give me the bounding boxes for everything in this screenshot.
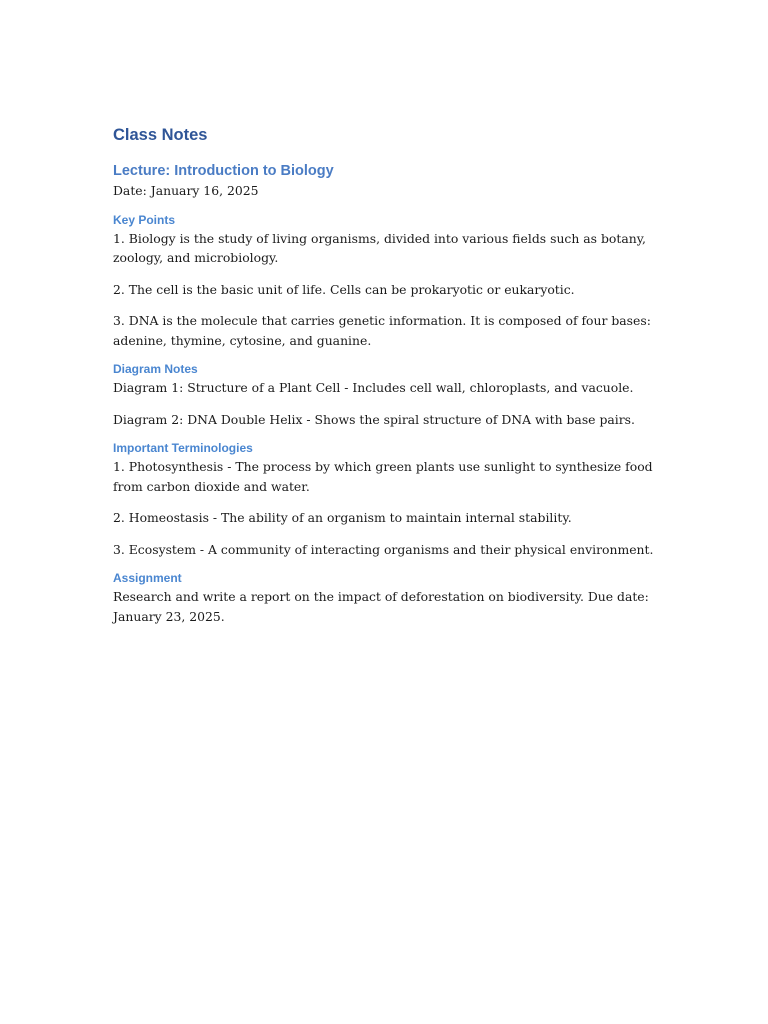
document-title: Class Notes (113, 126, 208, 144)
section-heading-diagram-notes: Diagram Notes (113, 362, 198, 376)
diagram-note-1: Diagram 1: Structure of a Plant Cell - Includes cell wall, chloroplasts, and vacuole. (113, 380, 634, 395)
lecture-title: Lecture: Introduction to Biology (113, 163, 334, 179)
terminology-2: 2. Homeostasis - The ability of an organism to maintain internal stability. (113, 510, 572, 525)
document-content (113, 124, 658, 626)
key-point-3: 3. DNA is the molecule that carries genetic information. It is composed of four bases: adenine, thymine, cytosine, and guanine. (113, 313, 651, 348)
key-point-1: 1. Biology is the study of living organisms, divided into various fields such as botany, zoology, and microbiology. (113, 230, 646, 265)
terminology-3: 3. Ecosystem - A community of interacting organisms and their physical environment. (113, 541, 654, 557)
section-heading-terminologies: Important Terminologies (113, 441, 253, 455)
diagram-note-2: Diagram 2: DNA Double Helix - Shows the spiral structure of DNA with base pairs. (113, 411, 635, 427)
terminology-1: 1. Photosynthesis - The process by which green plants use sunlight to synthesize food from carbon dioxide and water. (113, 459, 653, 494)
key-point-2: 2. The cell is the basic unit of life. Cells can be prokaryotic or eukaryotic. (113, 281, 575, 297)
section-heading-assignment: Assignment (113, 571, 182, 585)
lecture-date: Date: January 16, 2025 (113, 183, 259, 198)
section-heading-key-points: Key Points (113, 212, 176, 227)
assignment-text: Research and write a report on the impact of deforestation on biodiversity. Due date: January 23, 2025. (113, 589, 649, 624)
